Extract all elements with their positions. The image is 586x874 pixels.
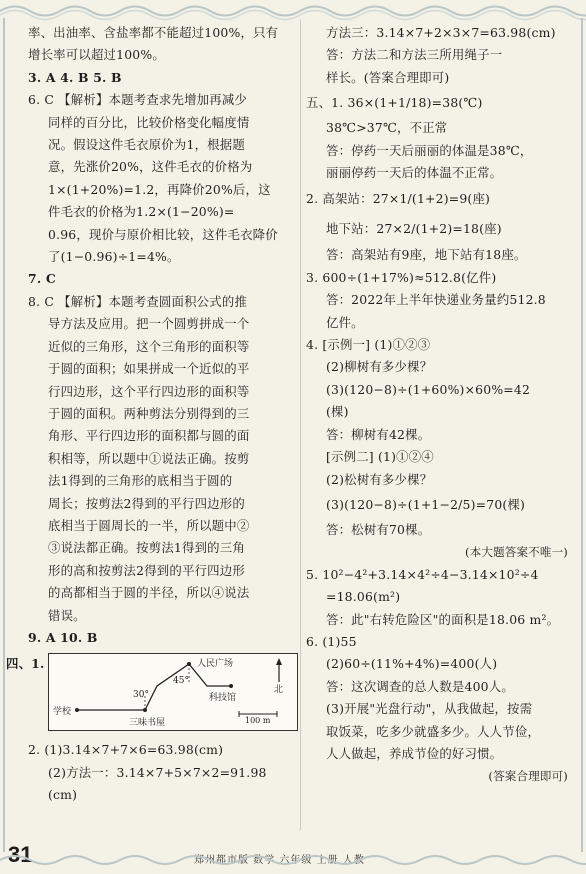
answer-line: 形的高和按剪法2得到的平行四边形 [48, 562, 245, 578]
route-map [48, 653, 298, 731]
answer-line: (cm) [48, 787, 78, 803]
section-4-block [6, 653, 300, 739]
answer-line: 意，先涨价20%，这件毛衣的价格为 [48, 159, 253, 175]
answer-line: (2)松树有多少棵？ [326, 471, 433, 487]
answer-line: 了(1−0.96)÷1=4%。 [48, 249, 180, 265]
answer-line: 底相当于圆周长的一半，所以题中② [48, 517, 250, 533]
answer-line: 角形、平行四边形的面积都与圆的面 [48, 428, 250, 444]
left-column [6, 22, 300, 807]
section-4-label: 四、1. [6, 656, 45, 672]
answer-line: 答：方法二和方法三所用绳子一 [326, 47, 503, 63]
page-footer: 郑州都市版 数学 六年级 上册 人教 [194, 855, 365, 866]
answer-line: 答：停药一天后丽丽的体温是38℃， [326, 142, 533, 158]
plaza-label: 人民广场 [197, 659, 234, 670]
answer-line: 答：松树有70棵。 [326, 521, 431, 537]
answer-line: 3. A 4. B 5. B [28, 69, 122, 85]
answer-line: [示例二] (1)①②④ [326, 449, 434, 465]
answer-line: 件毛衣的价格为1.2×(1−20%)= [48, 204, 235, 220]
column-divider [300, 20, 301, 830]
answer-line: 同样的百分比，比较价格变化幅度情 [48, 114, 250, 130]
answer-line: 人人做起，养成节俭的好习惯。 [326, 745, 503, 761]
north-label: 北 [274, 685, 284, 696]
answer-line: 6. (1)55 [306, 633, 357, 649]
answer-line: 于圆的面积。两种剪法分别得到的三 [48, 405, 250, 421]
answer-line: 2. (1)3.14×7+7×6=63.98(cm) [28, 742, 224, 758]
answer-line: 方法三：3.14×7+2×3×7=63.98(cm) [326, 25, 556, 40]
answer-line: 法1得到的三角形的底相当于圆的 [48, 473, 233, 489]
answer-line: 38℃>37℃，不正常 [326, 120, 448, 136]
answer-line: 周长；按剪法2得到的平行四边形的 [48, 495, 245, 511]
answer-note: (本大题答案不唯一) [465, 545, 568, 560]
answer-line: 3. 600÷(1+17%)≈512.8(亿件) [306, 269, 497, 285]
answer-line: 率、出油率、含盐率都不能超过100%，只有 [28, 25, 279, 40]
scale-label: 100 m [245, 716, 271, 726]
left-border [3, 18, 5, 852]
answer-line: 答：2022年上半年快递业务量约512.8 [326, 292, 546, 308]
answer-line: 增长率可以超过100%。 [28, 47, 165, 63]
answer-line: 8. C 【解析】本题考查圆面积公式的推 [28, 293, 248, 309]
answer-line: 积相等，所以题中①说法正确。按剪 [48, 450, 250, 466]
answer-line: 亿件。 [326, 314, 364, 330]
answer-line: 地下站：27×2/(1+2)=18(座) [326, 221, 502, 237]
school-label: 学校 [53, 707, 72, 718]
answer-line: 近似的三角形，这个三角形的面积等 [48, 338, 250, 354]
answer-line: (2)60÷(11%+4%)=400(人) [326, 656, 498, 672]
answer-line: 9. A 10. B [28, 629, 98, 645]
answer-line: =18.06(m²) [326, 589, 401, 605]
answer-line: (棵) [326, 404, 349, 420]
answer-line: 答：这次调查的总人数是400人。 [326, 678, 514, 694]
answer-line: (3)(120−8)÷(1+1−2/5)=70(棵) [326, 496, 526, 512]
answer-line: 7. C [28, 271, 56, 287]
answer-line: 样长。(答案合理即可) [326, 69, 450, 85]
answer-line: 行四边形，这个平行四边形的面积等 [48, 383, 250, 399]
answer-line: 答：高架站有9座，地下站有18座。 [326, 247, 527, 263]
answer-line: 0.96，现价与原价相比较，这件毛衣降价 [48, 226, 278, 242]
bottom-border [0, 852, 586, 874]
answer-line: 答：柳树有42棵。 [326, 426, 431, 442]
answer-line: 五、1. 36×(1+1/18)=38(℃) [306, 95, 483, 111]
answer-line: (2)柳树有多少棵？ [326, 359, 433, 375]
museum-label: 科技馆 [209, 693, 237, 704]
answer-line: (3)开展"光盘行动"，从我做起，按需 [326, 701, 533, 717]
answer-line: 4. [示例一] (1)①②③ [306, 337, 431, 353]
answer-line: 丽丽停药一天后的体温不正常。 [326, 165, 503, 181]
right-border [581, 18, 583, 852]
answer-line: 况。假设这件毛衣原价为1，根据题 [48, 137, 245, 153]
right-column [306, 22, 568, 788]
answer-line: 6. C 【解析】本题考查求先增加再减少 [28, 92, 248, 108]
angle-45-label: 45° [173, 676, 189, 687]
answer-line: 导方法及应用。把一个圆剪拼成一个 [48, 316, 250, 332]
answer-line: (3)(120−8)÷(1+60%)×60%=42 [326, 381, 531, 397]
answer-line: 的高都相当于圆的半径，所以④说法 [48, 585, 250, 601]
answer-line: 2. 高架站：27×1/(1+2)=9(座) [306, 191, 491, 207]
answer-line: 错误。 [48, 607, 86, 623]
top-border [0, 0, 586, 22]
answer-line: 取饭菜，吃多少就盛多少。人人节俭， [326, 723, 541, 739]
answer-line: ③说法都正确。按剪法1得到的三角 [48, 540, 245, 556]
answer-line: 1×(1+20%)=1.2，再降价20%后，这 [48, 181, 271, 197]
angle-30-label: 30° [133, 690, 149, 701]
answer-line: 于圆的面积；如果拼成一个近似的平 [48, 361, 250, 377]
answer-note: (答案合理即可) [488, 769, 568, 784]
page-number: 31 [8, 842, 33, 867]
bookstore-label: 三味书屋 [129, 718, 166, 729]
answer-line: 答：此"右转危险区"的面积是18.06 m²。 [326, 611, 560, 627]
answer-line: 5. 10²−4²+3.14×4²÷4−3.14×10²÷4 [306, 566, 539, 582]
answer-line: (2)方法一：3.14×7+5×7×2=91.98 [48, 764, 267, 780]
